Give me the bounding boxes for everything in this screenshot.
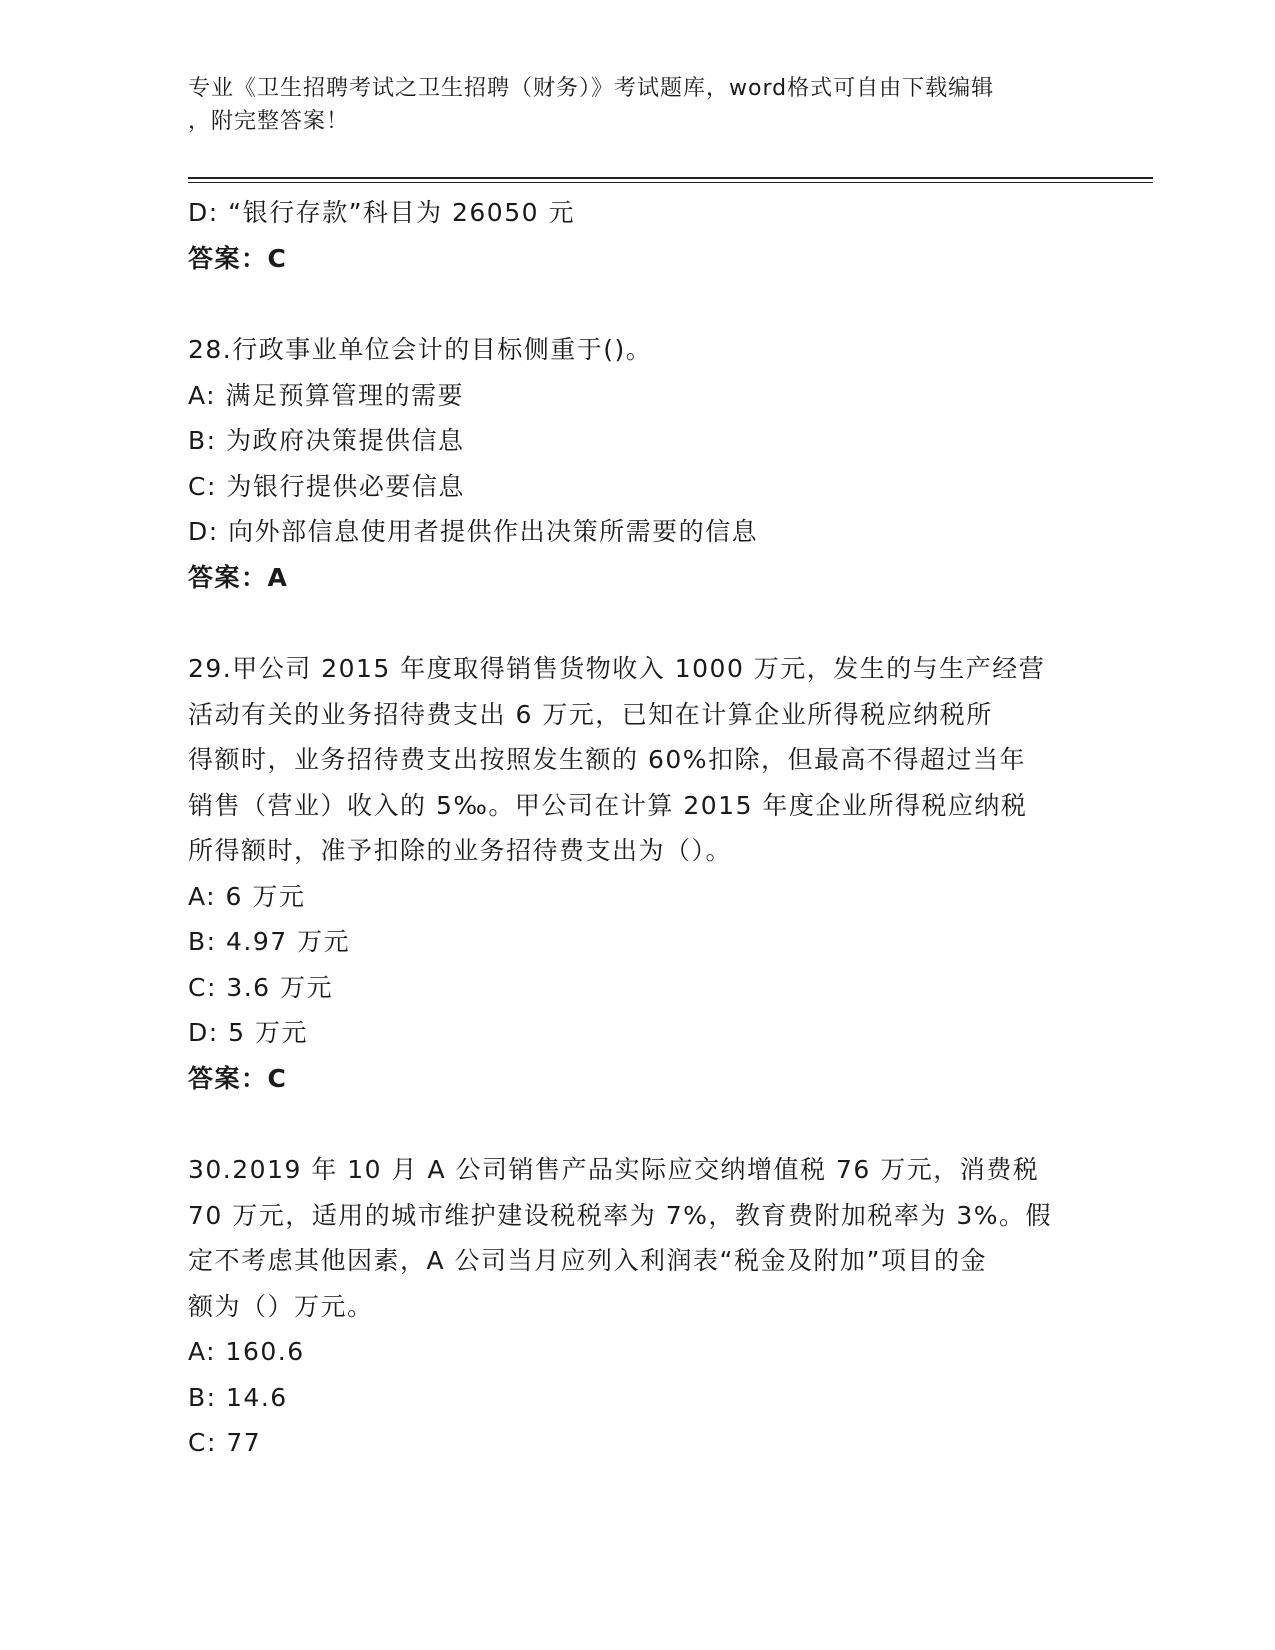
header-title-line1: 专业《卫生招聘考试之卫生招聘（财务）》考试题库，word格式可自由下载编辑	[188, 76, 995, 101]
q29-stem-line: 所得额时，准予扣除的业务招待费支出为（）。	[188, 836, 733, 865]
question-gap	[188, 600, 1088, 646]
q29-option-a: A: 6 万元	[188, 881, 306, 911]
document-header	[188, 72, 1088, 138]
question-content	[188, 190, 1088, 1466]
q30-option-a: A: 160.6	[188, 1337, 305, 1366]
q29-option-c: C: 3.6 万元	[188, 972, 334, 1002]
question-gap	[188, 1101, 1088, 1147]
question-gap	[188, 281, 1088, 327]
q29-stem-line: 活动有关的业务招待费支出 6 万元，已知在计算企业所得税应纳税所	[188, 699, 993, 729]
q28-option-a: A: 满足预算管理的需要	[188, 380, 465, 410]
q29-option-d: D: 5 万元	[188, 1018, 308, 1047]
q30-option-c: C: 77	[188, 1428, 262, 1457]
q29-stem-line: 得额时，业务招待费支出按照发生额的 60%扣除，但最高不得超过当年	[188, 745, 1027, 774]
q30-option-b: B: 14.6	[188, 1382, 288, 1412]
q29-option-b: B: 4.97 万元	[188, 927, 351, 956]
q29-stem-line: 29.甲公司 2015 年度取得销售货物收入 1000 万元，发生的与生产经营	[188, 654, 1046, 683]
q28-answer: 答案：A	[188, 562, 289, 592]
q30-stem-line: 额为（）万元。	[188, 1291, 374, 1321]
q28-option-d: D: 向外部信息使用者提供作出决策所需要的信息	[188, 517, 759, 546]
q30-stem-line: 70 万元，适用的城市维护建设税税率为 7%，教育费附加税率为 3%。假	[188, 1200, 1052, 1230]
header-divider-thick	[188, 177, 1153, 179]
header-divider-thin	[188, 182, 1153, 183]
q30-stem-line: 30.2019 年 10 月 A 公司销售产品实际应交纳增值税 76 万元，消费税	[188, 1155, 1040, 1184]
q28-option-c: C: 为银行提供必要信息	[188, 471, 465, 501]
header-title-line2: ，附完整答案！	[188, 109, 350, 134]
q30-stem-line: 定不考虑其他因素，A 公司当月应列入利润表“税金及附加”项目的金	[188, 1246, 987, 1275]
q27-answer: 答案：C	[188, 243, 288, 273]
q28-option-b: B: 为政府决策提供信息	[188, 426, 465, 455]
q27-option-d: D: “银行存款”科目为 26050 元	[188, 198, 575, 227]
q29-stem-line: 销售（营业）收入的 5‰。甲公司在计算 2015 年度企业所得税应纳税	[188, 790, 1028, 820]
q29-answer: 答案：C	[188, 1063, 288, 1093]
q28-stem: 28.行政事业单位会计的目标侧重于()。	[188, 335, 653, 364]
